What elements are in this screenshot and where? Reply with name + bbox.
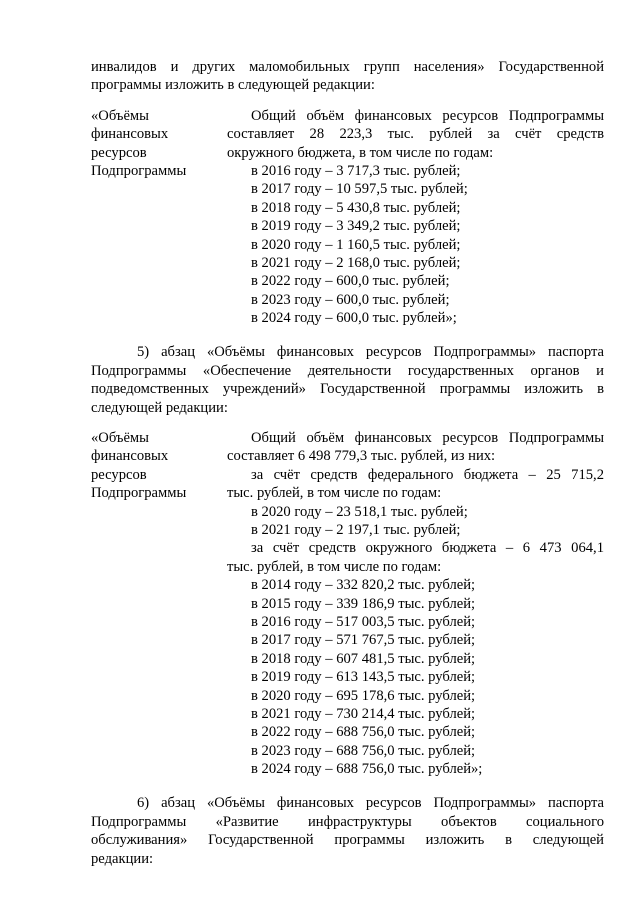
year-line: в 2023 году – 688 756,0 тыс. рублей; — [251, 742, 476, 759]
year-line: в 2016 году – 3 717,3 тыс. рублей; — [251, 162, 461, 179]
year-line: в 2023 году – 600,0 тыс. рублей; — [251, 291, 450, 308]
year-line: в 2022 году – 600,0 тыс. рублей; — [251, 273, 450, 290]
year-line: в 2021 году – 2 168,0 тыс. рублей; — [251, 254, 461, 271]
text-line: составляет 6 498 779,3 тыс. рублей, из них: — [227, 448, 496, 465]
year-line: в 2014 году – 332 820,2 тыс. рублей; — [251, 577, 476, 594]
year-line: в 2019 году – 613 143,5 тыс. рублей; — [251, 669, 476, 686]
text-line: Подпрограммы «Обеспечение деятельности государственных органов и — [91, 362, 604, 379]
label-line: финансовых — [91, 448, 169, 465]
funding-block-body — [227, 429, 604, 778]
text-line: тыс. рублей, в том числе по годам: — [227, 485, 442, 502]
funding-block-1 — [91, 107, 604, 328]
paragraph-6 — [91, 794, 604, 868]
label-line: Подпрограммы — [91, 162, 187, 179]
year-line: в 2024 году – 688 756,0 тыс. рублей»; — [251, 761, 483, 778]
year-line: в 2018 году – 5 430,8 тыс. рублей; — [251, 199, 461, 216]
text-line: за счёт средств окружного бюджета – 6 473 064,1 — [251, 540, 604, 557]
year-line: в 2017 году – 10 597,5 тыс. рублей; — [251, 181, 468, 198]
text-line: тыс. рублей, в том числе по годам: — [227, 558, 442, 575]
year-line: в 2021 году – 730 214,4 тыс. рублей; — [251, 705, 476, 722]
year-line: в 2020 году – 695 178,6 тыс. рублей; — [251, 687, 476, 704]
text-line: инвалидов и других маломобильных групп населения» Государственной — [91, 59, 604, 75]
funding-block-label — [91, 107, 227, 328]
label-line: «Объёмы — [91, 107, 149, 124]
text-line: Общий объём финансовых ресурсов Подпрограммы — [251, 430, 604, 447]
text-line: 6) абзац «Объёмы финансовых ресурсов Подпрограммы» паспорта — [137, 795, 604, 812]
label-line: «Объёмы — [91, 430, 149, 447]
year-line: в 2022 году – 688 756,0 тыс. рублей; — [251, 724, 476, 741]
text-line: программы изложить в следующей редакции: — [91, 77, 375, 94]
text-line: окружного бюджета, в том числе по годам: — [227, 144, 494, 161]
year-line: в 2021 году – 2 197,1 тыс. рублей; — [251, 521, 461, 538]
label-line: финансовых — [91, 126, 169, 143]
funding-block-body — [227, 107, 604, 328]
funding-block-label — [91, 429, 227, 778]
text-line: Подпрограммы «Развитие инфраструктуры объектов социального — [91, 813, 604, 830]
year-line: в 2016 году – 517 003,5 тыс. рублей; — [251, 613, 476, 630]
text-line: составляет 28 223,3 тыс. рублей за счёт средств — [227, 126, 604, 143]
text-line: редакции: — [91, 850, 154, 867]
text-line: обслуживания» Государственной программы изложить в следующей — [91, 832, 604, 849]
year-line: в 2015 году – 339 186,9 тыс. рублей; — [251, 595, 476, 612]
text-line: 5) абзац «Объёмы финансовых ресурсов Подпрограммы» паспорта — [137, 344, 604, 361]
text-line: Общий объём финансовых ресурсов Подпрограммы — [251, 107, 604, 124]
intro-paragraph — [91, 58, 604, 95]
text-line: следующей редакции: — [91, 399, 228, 416]
year-line: в 2024 году – 600,0 тыс. рублей»; — [251, 310, 457, 327]
year-line: в 2019 году – 3 349,2 тыс. рублей; — [251, 218, 461, 235]
label-line: ресурсов — [91, 466, 147, 483]
document-page — [91, 58, 604, 868]
label-line: ресурсов — [91, 144, 147, 161]
year-line: в 2020 году – 1 160,5 тыс. рублей; — [251, 236, 461, 253]
paragraph-5 — [91, 343, 604, 417]
year-line: в 2020 году – 23 518,1 тыс. рублей; — [251, 503, 468, 520]
year-line: в 2018 году – 607 481,5 тыс. рублей; — [251, 650, 476, 667]
label-line: Подпрограммы — [91, 485, 187, 502]
text-line: за счёт средств федерального бюджета – 25 715,2 — [251, 466, 604, 483]
text-line: подведомственных учреждений» Государственной программы изложить в — [91, 381, 604, 398]
funding-block-2 — [91, 429, 604, 778]
year-line: в 2017 году – 571 767,5 тыс. рублей; — [251, 632, 476, 649]
